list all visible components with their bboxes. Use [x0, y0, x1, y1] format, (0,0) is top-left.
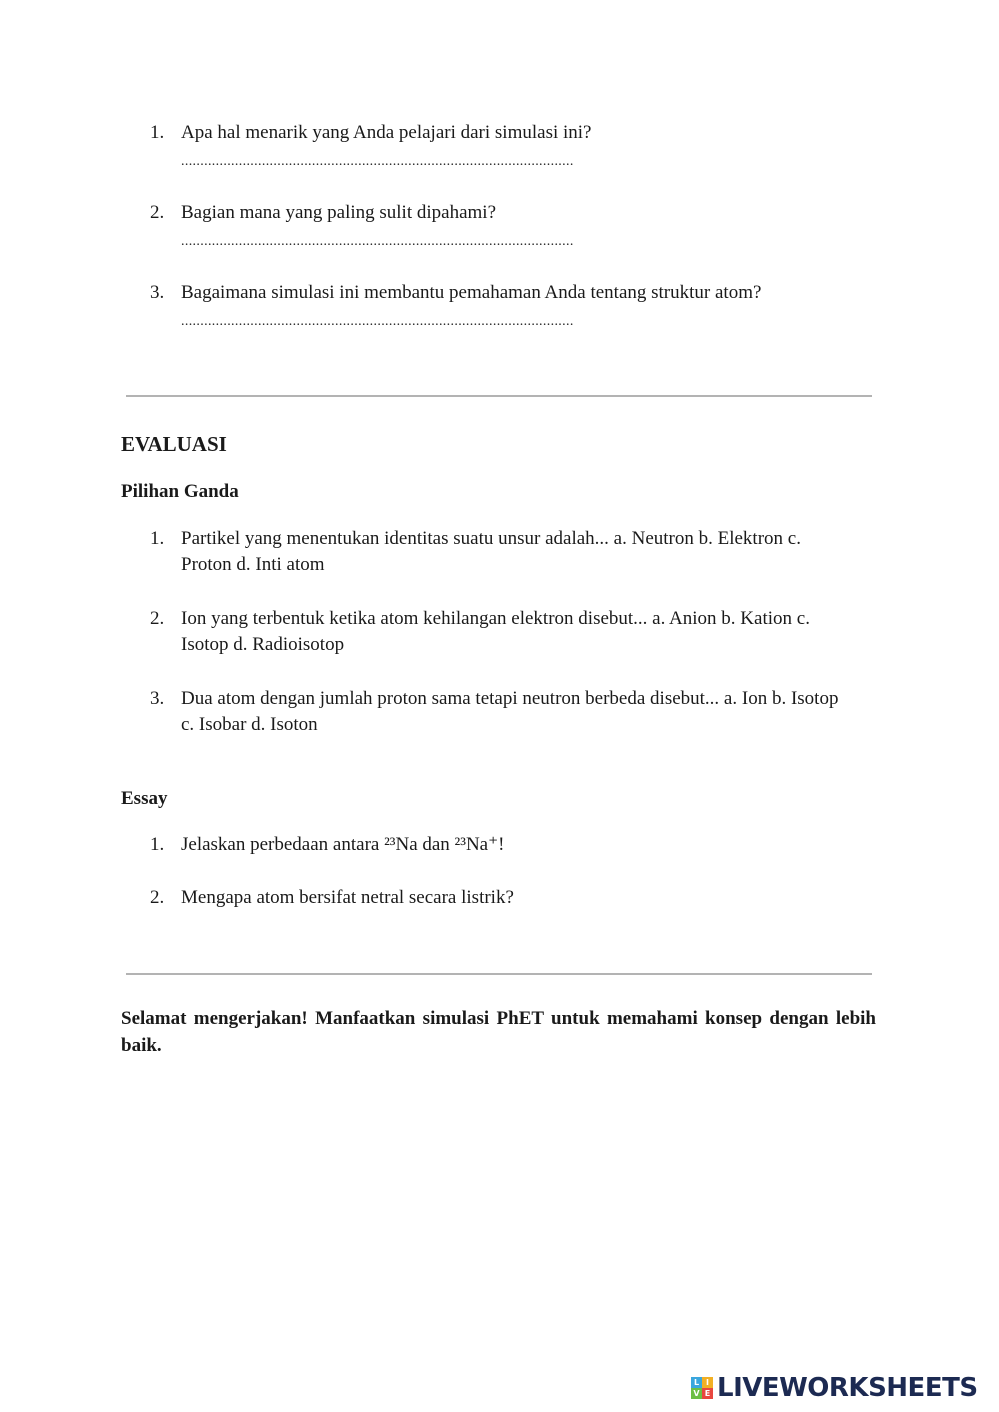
- question-text: Jelaskan perbedaan antara ²³Na dan ²³Na⁺!: [181, 834, 505, 855]
- logo-icon: [691, 1377, 713, 1399]
- divider: [126, 973, 872, 975]
- logo-letter: V: [691, 1388, 702, 1399]
- question-text: c. Isobar d. Isoton: [181, 714, 318, 735]
- list-number: 1.: [150, 834, 165, 855]
- answer-line: ......................................................................................................: [181, 234, 574, 249]
- section-title: EVALUASI: [121, 432, 227, 456]
- list-number: 2.: [150, 887, 165, 908]
- subsection-title: Pilihan Ganda: [121, 481, 239, 502]
- logo-letter: E: [702, 1388, 713, 1399]
- question-text: Isotop d. Radioisotop: [181, 634, 345, 655]
- closing-message: Selamat mengerjakan! Manfaatkan simulasi PhET untuk memahami konsep dengan lebih baik.: [121, 1008, 876, 1056]
- question-text: Mengapa atom bersifat netral secara listrik?: [181, 887, 514, 908]
- logo-text: LIVEWORKSHEETS: [717, 1373, 978, 1403]
- list-number: 2.: [150, 202, 165, 223]
- liveworksheets-logo: [691, 1373, 978, 1403]
- question-text: Ion yang terbentuk ketika atom kehilangan elektron disebut... a. Anion b. Kation c.: [181, 608, 810, 629]
- question-text: Bagaimana simulasi ini membantu pemahaman Anda tentang struktur atom?: [181, 282, 762, 303]
- question-text: Proton d. Inti atom: [181, 554, 325, 575]
- list-number: 2.: [150, 608, 165, 629]
- answer-line: ......................................................................................................: [181, 314, 574, 329]
- logo-letter: I: [702, 1377, 713, 1388]
- question-text: Apa hal menarik yang Anda pelajari dari simulasi ini?: [181, 122, 592, 143]
- question-text: Partikel yang menentukan identitas suatu unsur adalah... a. Neutron b. Elektron c.: [181, 528, 801, 549]
- list-number: 3.: [150, 282, 165, 303]
- list-number: 1.: [150, 122, 165, 143]
- logo-letter: L: [691, 1377, 702, 1388]
- list-number: 3.: [150, 688, 165, 709]
- answer-line: ......................................................................................................: [181, 154, 574, 169]
- subsection-title: Essay: [121, 788, 168, 809]
- list-number: 1.: [150, 528, 165, 549]
- question-text: Dua atom dengan jumlah proton sama tetapi neutron berbeda disebut... a. Ion b. Isotop: [181, 688, 839, 709]
- divider: [126, 395, 872, 397]
- question-text: Bagian mana yang paling sulit dipahami?: [181, 202, 497, 223]
